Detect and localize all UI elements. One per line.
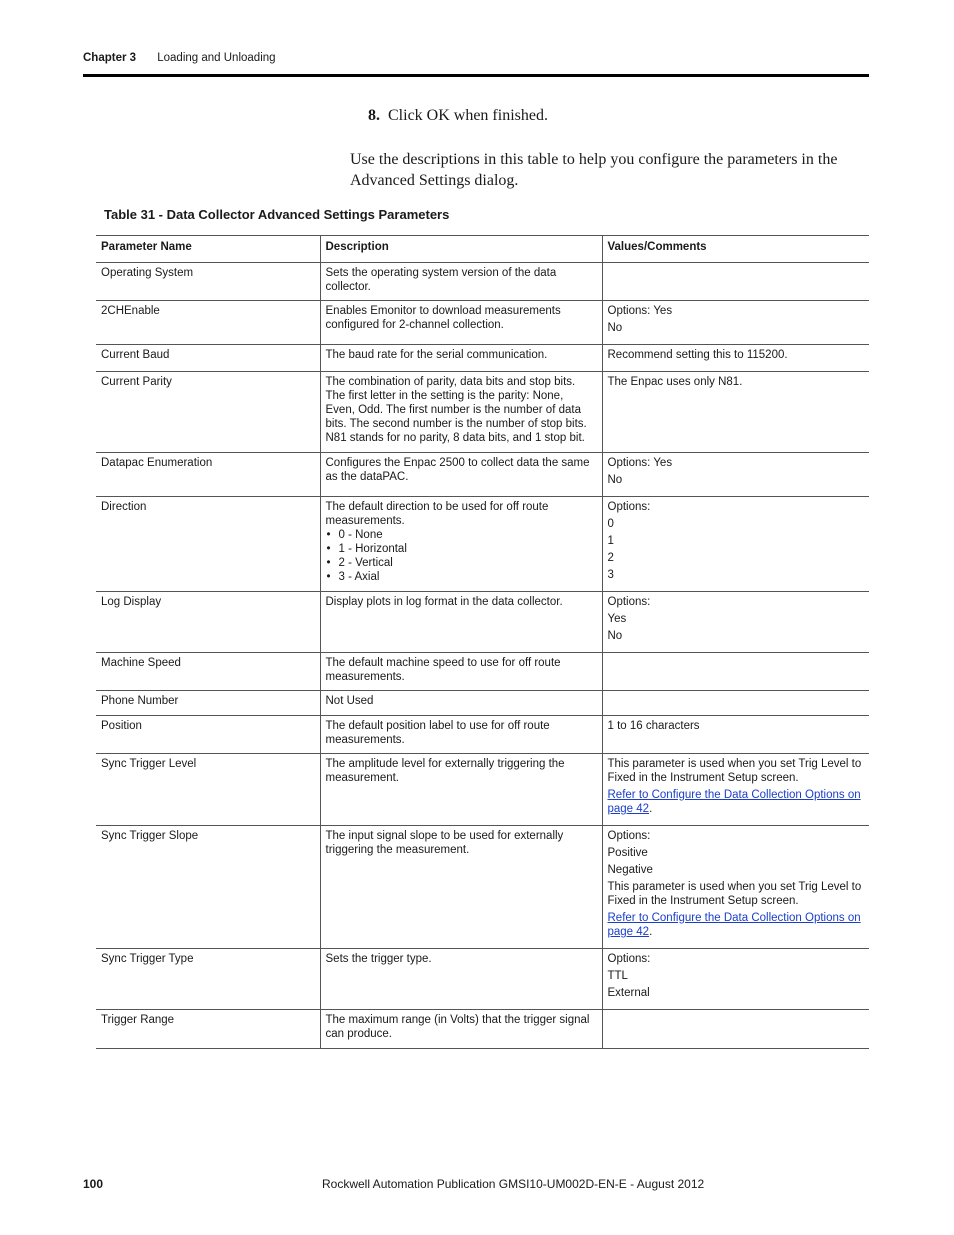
table-row [96,653,869,691]
bullet-list [326,528,596,584]
description-cell [320,754,602,826]
value-line: 3 [607,569,614,581]
table-header-row [96,236,869,263]
bullet-item: • 2 - Vertical [326,556,596,570]
table-row [96,592,869,653]
description-cell [320,301,602,345]
values-cell [602,497,869,592]
value-line: This parameter is used when you set Trig Level to Fixed in the Instrument Setup screen. [607,758,862,784]
description-cell [320,653,602,691]
values-cell [602,592,869,653]
description-text: The default position label to use for off route measurements. [325,720,550,746]
description-cell [320,345,602,372]
parameter-name-cell: Position [96,716,320,754]
value-line: No [607,322,623,334]
values-cell [602,716,869,754]
page-number: 100 [83,1177,104,1191]
value-line: External [607,987,650,999]
values-cell [602,691,869,716]
values-cell [602,826,869,949]
description-text: Sets the trigger type. [325,953,432,965]
values-cell [602,345,869,372]
value-line: 2 [607,552,614,564]
parameter-name-cell: Sync Trigger Slope [96,826,320,949]
description-cell [320,497,602,592]
table-row [96,345,869,372]
description-cell [320,716,602,754]
parameter-name-cell: Operating System [96,263,320,301]
parameter-name-cell: Current Parity [96,372,320,453]
parameters-table [96,235,869,1049]
value-line: No [607,474,623,486]
values-cell [602,1010,869,1049]
table-row [96,372,869,453]
description-cell [320,453,602,497]
values-cell [602,754,869,826]
page-header [83,52,276,64]
parameter-name-cell: Trigger Range [96,1010,320,1049]
values-cell [602,372,869,453]
parameter-name-cell: Machine Speed [96,653,320,691]
value-line: Options: [607,953,651,965]
parameter-name-cell: Datapac Enumeration [96,453,320,497]
value-line: No [607,630,623,642]
chapter-label: Chapter 3 [83,52,137,64]
values-cell [602,653,869,691]
header-rule [83,74,869,77]
description-text: Enables Emonitor to download measurements configured for 2-channel collection. [325,305,561,331]
parameter-name-cell: 2CHEnable [96,301,320,345]
table-row [96,301,869,345]
description-text: The maximum range (in Volts) that the trigger signal can produce. [325,1014,590,1040]
table-row [96,754,869,826]
description-cell [320,949,602,1010]
bullet-item: • 0 - None [326,528,596,542]
value-line: Options: [607,830,651,842]
bullet-item: • 3 - Axial [326,570,596,584]
description-cell [320,1010,602,1049]
value-line: 1 to 16 characters [607,720,700,732]
table-row [96,263,869,301]
link-line: Refer to Configure the Data Collection Options on page 42. [607,789,861,815]
parameter-name-cell: Log Display [96,592,320,653]
description-cell [320,691,602,716]
description-cell [320,592,602,653]
values-cell [602,301,869,345]
parameter-name-cell: Phone Number [96,691,320,716]
page-reference-link[interactable]: Refer to Configure the Data Collection Options on page 42 [607,789,861,815]
value-line: Yes [607,613,627,625]
parameter-name-cell: Direction [96,497,320,592]
column-header: Values/Comments [602,236,869,263]
description-text: The combination of parity, data bits and stop bits. The first letter in the setting is the parity: None, Even, Odd. The first number is the number of data bits. The second number is the number of stop bits. N81 stands for no parity, 8 data bits, and 1 stop bit. [325,376,587,444]
page-reference-link[interactable]: Refer to Configure the Data Collection Options on page 42 [607,912,861,938]
bullet-item: • 1 - Horizontal [326,542,596,556]
values-cell [602,263,869,301]
description-text: The default machine speed to use for off route measurements. [325,657,561,683]
description-text: Not Used [325,695,374,707]
column-header: Description [320,236,602,263]
table-row [96,691,869,716]
table-row [96,1010,869,1049]
value-line: Options: Yes [607,457,673,469]
value-line: Negative [607,864,653,876]
description-text: The default direction to be used for off route measurements. [325,501,549,527]
description-text: The amplitude level for externally triggering the measurement. [325,758,565,784]
description-text: Sets the operating system version of the data collector. [325,267,557,293]
value-line: Recommend setting this to 115200. [607,349,788,361]
step-item [368,107,548,125]
description-text: Configures the Enpac 2500 to collect data the same as the dataPAC. [325,457,590,483]
chapter-title: Loading and Unloading [157,52,276,64]
value-line: Options: [607,596,651,608]
values-cell [602,949,869,1010]
link-line: Refer to Configure the Data Collection Options on page 42. [607,912,861,938]
value-line: Options: Yes [607,305,673,317]
parameter-name-cell: Sync Trigger Level [96,754,320,826]
intro-paragraph: Use the descriptions in this table to help you configure the parameters in the Advanced Settings dialog. [350,151,838,189]
value-line: TTL [607,970,628,982]
description-cell [320,826,602,949]
description-text: Display plots in log format in the data collector. [325,596,563,608]
table-row [96,949,869,1010]
value-line: 0 [607,518,614,530]
step-number: 8. [368,107,380,124]
step-text: Click OK when finished. [388,107,548,124]
table-title: Table 31 - Data Collector Advanced Settings Parameters [104,207,450,222]
description-cell [320,263,602,301]
publication-info: Rockwell Automation Publication GMSI10-UM002D-EN-E - August 2012 [322,1177,705,1191]
value-line: Options: [607,501,651,513]
table-row [96,497,869,592]
value-line: This parameter is used when you set Trig Level to Fixed in the Instrument Setup screen. [607,881,862,907]
parameter-name-cell: Current Baud [96,345,320,372]
values-cell [602,453,869,497]
table-row [96,826,869,949]
description-cell [320,372,602,453]
column-header: Parameter Name [96,236,320,263]
parameter-name-cell: Sync Trigger Type [96,949,320,1010]
value-line: 1 [607,535,614,547]
value-line: Positive [607,847,648,859]
table-row [96,716,869,754]
description-text: The baud rate for the serial communication. [325,349,548,361]
value-line: The Enpac uses only N81. [607,376,743,388]
description-text: The input signal slope to be used for externally triggering the measurement. [325,830,564,856]
table-row [96,453,869,497]
